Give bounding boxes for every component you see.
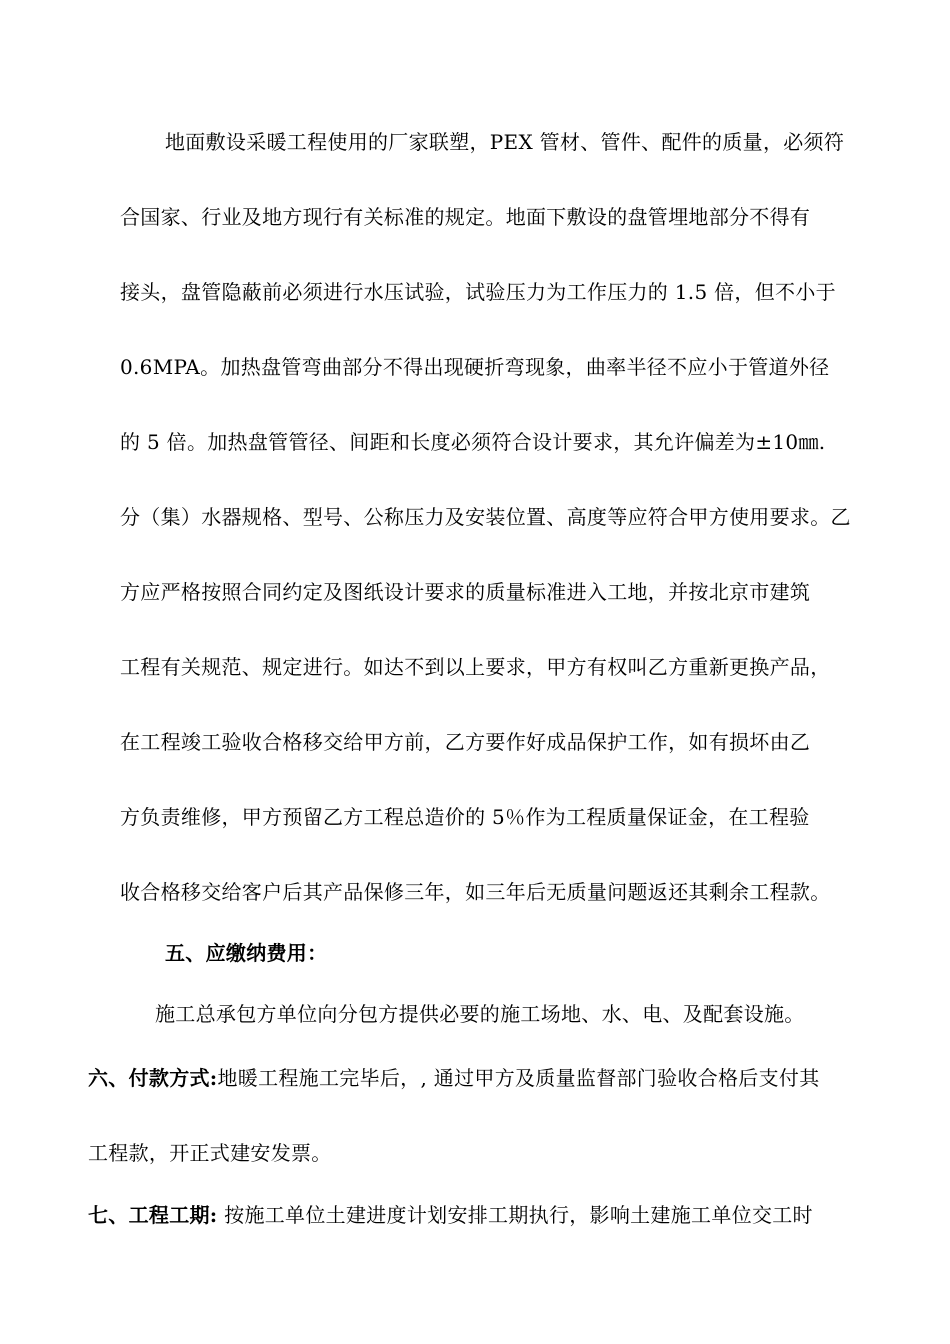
section4-line-11: 收合格移交给客户后其产品保修三年，如三年后无质量问题返还其剩余工程款。: [120, 880, 831, 904]
section4-line-1: 地面敷设采暖工程使用的厂家联塑，PEX 管材、管件、配件的质量，必须符: [165, 130, 845, 154]
section4-line-6: 分（集）水器规格、型号、公称压力及安装位置、高度等应符合甲方使用要求。乙: [120, 505, 851, 529]
section4-line-8: 工程有关规范、规定进行。如达不到以上要求，甲方有权叫乙方重新更换产品，: [120, 655, 831, 679]
section6-line-1: [88, 1064, 820, 1092]
section4-line-7: 方应严格按照合同约定及图纸设计要求的质量标准进入工地，并按北京市建筑: [120, 580, 811, 604]
section6-line-2: 工程款，开正式建安发票。: [88, 1141, 332, 1165]
section4-line-2: 合国家、行业及地方现行有关标准的规定。地面下敷设的盘管埋地部分不得有: [120, 205, 811, 229]
section4-line-3: 接头，盘管隐蔽前必须进行水压试验，试验压力为工作压力的 1.5 倍，但不小于: [120, 280, 836, 304]
section5-heading: 五、应缴纳费用：: [165, 941, 328, 965]
section4-line-9: 在工程竣工验收合格移交给甲方前，乙方要作好成品保护工作，如有损坏由乙: [120, 730, 811, 754]
section5-text: 施工总承包方单位向分包方提供必要的施工场地、水、电、及配套设施。: [155, 1002, 805, 1026]
section4-line-5: 的 5 倍。加热盘管管径、间距和长度必须符合设计要求，其允许偏差为±10㎜.: [120, 430, 826, 454]
section6-heading: 六、付款方式:: [88, 1066, 218, 1090]
section4-line-4: 0.6MPA。加热盘管弯曲部分不得出现硬折弯现象，曲率半径不应小于管道外径: [120, 355, 830, 379]
section7-heading: 七、工程工期:: [88, 1203, 218, 1227]
section7-text-1: 按施工单位土建进度计划安排工期执行，影响土建施工单位交工时: [217, 1203, 813, 1227]
section7-line-1: [88, 1201, 813, 1229]
section6-text-1: 地暖工程施工完毕后，, 通过甲方及质量监督部门验收合格后支付其: [217, 1066, 820, 1090]
section4-line-10: 方负责维修，甲方预留乙方工程总造价的 5％作为工程质量保证金，在工程验: [120, 805, 810, 829]
